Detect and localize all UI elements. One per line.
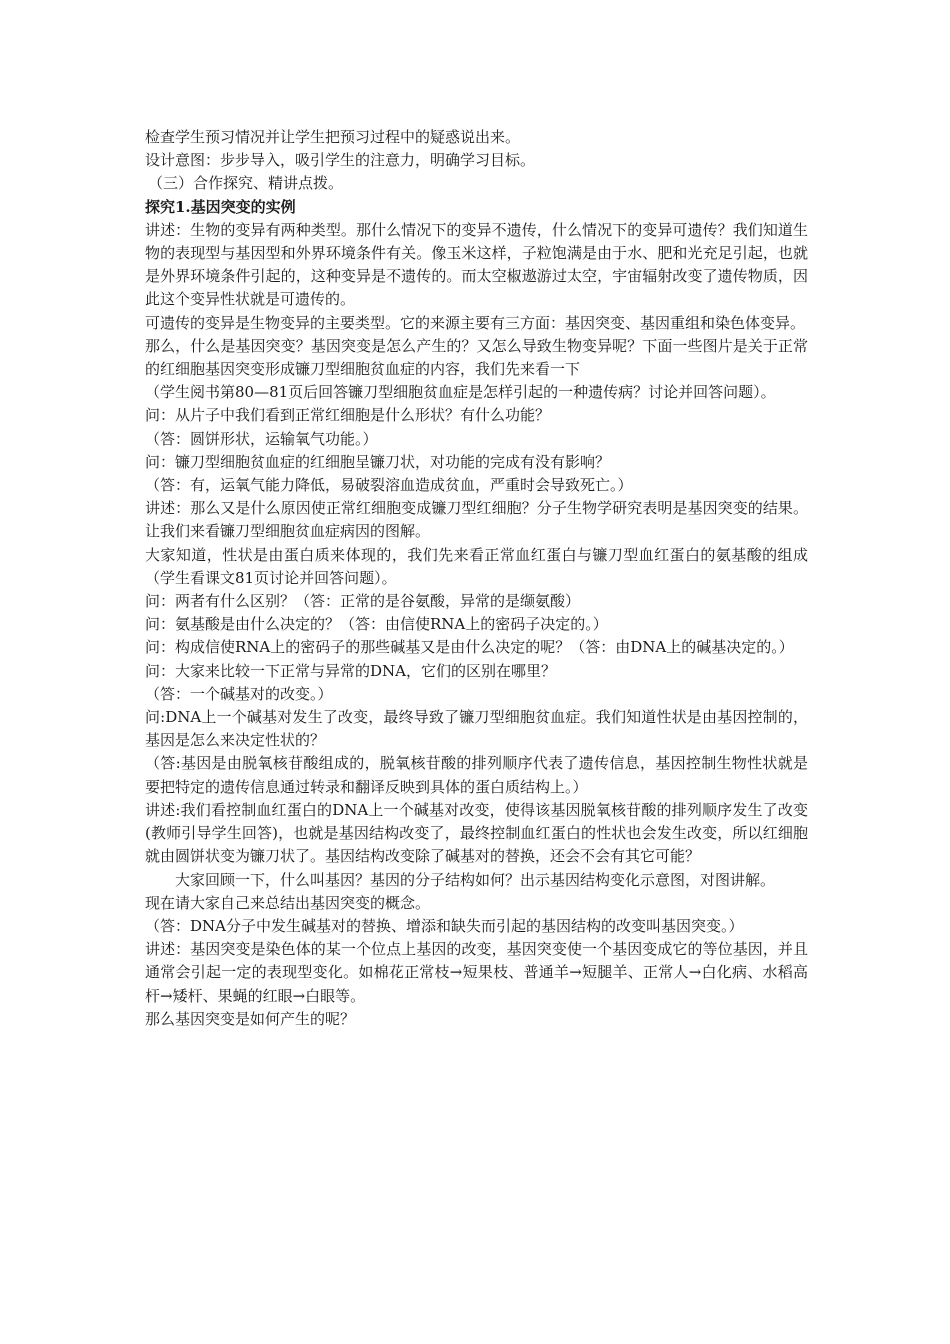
paragraph-what-is-mutation: 那么，什么是基因突变？基因突变是怎么产生的？又怎么导致生物变异呢？下面一些图片是关于正常的红细胞基因突变形成镰刀型细胞贫血症的内容，我们先来看一下	[145, 336, 808, 379]
answer-sickle-function: （答：有，运氧气能力降低，易破裂溶血造成贫血，严重时会导致死亡。）	[145, 476, 633, 495]
paragraph-preview-check: 检查学生预习情况并让学生把预习过程中的疑惑说出来。	[145, 128, 521, 146]
paragraph-lecture-gene-structure-change: 讲述:我们看控制血红蛋白的DNA上一个碱基对改变，使得该基因脱氧核苷酸的排列顺序发生了改变(教师引导学生回答)，也就是基因结构改变了，最终控制血红蛋白的性状也会发生改变，所以红细胞就由圆饼状变为镰刀状了。基因结构改变除了碱基对的替换，还会不会有其它可能？	[145, 800, 808, 866]
answer-base-pair-change: （答：一个碱基对的改变。）	[145, 684, 333, 703]
paragraph-review-gene: 大家回顾一下，什么叫基因？基因的分子结构如何？出示基因结构变化示意图，对图讲解。	[175, 870, 776, 889]
answer-gene-composition: （答:基因是由脱氧核苷酸组成的，脱氧核苷酸的排列顺序代表了遗传信息，基因控制生物性状就是要把特定的遗传信息通过转录和翻译反映到具体的蛋白质结构上。）	[145, 754, 808, 796]
paragraph-summarize-concept: 现在请大家自己来总结出基因突变的概念。	[145, 893, 431, 912]
paragraph-heritable-variation-sources: 可遗传的变异是生物变异的主要类型。它的来源主要有三方面：基因突变、基因重组和染色体变异。	[145, 313, 806, 332]
paragraph-lecture-mutation-examples: 讲述：基因突变是染色体的某一个位点上基因的改变，基因突变使一个基因变成它的等位基因，并且通常会引起一定的表现型变化。如棉花正常枝→短果枝、普通羊→短腿羊、正常人→白化病、水稻高杆→矮杆、果蝇的红眼→白眼等。	[145, 940, 808, 1005]
paragraph-lecture-cause: 讲述：那么又是什么原因使正常红细胞变成镰刀型红细胞？分子生物学研究表明是基因突变的结果。让我们来看镰刀型细胞贫血症病因的图解。	[145, 499, 808, 541]
document-page	[145, 126, 808, 1031]
paragraph-protein-amino-acids: 大家知道，性状是由蛋白质来体现的，我们先来看正常血红蛋白与镰刀型血红蛋白的氨基酸的组成（学生看课文81页讨论并回答问题）。	[145, 545, 808, 587]
section-heading-cooperative-inquiry: （三）合作探究、精讲点拨。	[148, 174, 344, 193]
question-codon-bases: 问：构成信使RNA上的密码子的那些碱基又是由什么决定的呢？（答：由DNA上的碱基决定的。）	[145, 638, 794, 657]
question-sickle-function: 问：镰刀型细胞贫血症的红细胞呈镰刀状，对功能的完成有没有影响？	[145, 452, 611, 471]
question-difference: 问：两者有什么区别？（答：正常的是谷氨酸，异常的是缬氨酸）	[145, 592, 581, 611]
answer-mutation-definition: （答：DNA分子中发生碱基对的替换、增添和缺失而引起的基因结构的改变叫基因突变。）	[145, 916, 744, 935]
paragraph-student-reading: （学生阅书第80—81页后回答镰刀型细胞贫血症是怎样引起的一种遗传病？讨论并回答问题）。	[145, 383, 776, 402]
question-amino-acid-determined: 问：氨基酸是由什么决定的？（答：由信使RNA上的密码子决定的。）	[145, 615, 608, 634]
paragraph-lecture-variation-types: 讲述：生物的变异有两种类型。那什么情况下的变异不遗传，什么情况下的变异可遗传？我们知道生物的表现型与基因型和外界环境条件有关。像玉米这样，子粒饱满是由于水、肥和光充足引起，也就是外界环境条件引起的，这种变异是不遗传的。而太空椒遨游过太空，宇宙辐射改变了遗传物质，因此这个变异性状就是可遗传的。	[145, 220, 808, 309]
paragraph-how-mutation-occurs: 那么基因突变是如何产生的呢？	[145, 1009, 356, 1028]
answer-red-cell-shape: （答：圆饼形状，运输氧气功能。）	[145, 429, 378, 448]
paragraph-design-intent: 设计意图：步步导入，吸引学生的注意力，明确学习目标。	[145, 151, 536, 170]
question-gene-determines-trait: 问:DNA上一个碱基对发生了改变，最终导致了镰刀型细胞贫血症。我们知道性状是由基因控制的，基因是怎么来决定性状的？	[145, 708, 808, 750]
inquiry-heading-gene-mutation-example: 探究1.基因突变的实例	[145, 197, 296, 216]
question-red-cell-shape: 问：从片子中我们看到正常红细胞是什么形状？有什么功能？	[145, 406, 551, 425]
question-compare-dna: 问：大家来比较一下正常与异常的DNA，它们的区别在哪里？	[145, 661, 556, 680]
